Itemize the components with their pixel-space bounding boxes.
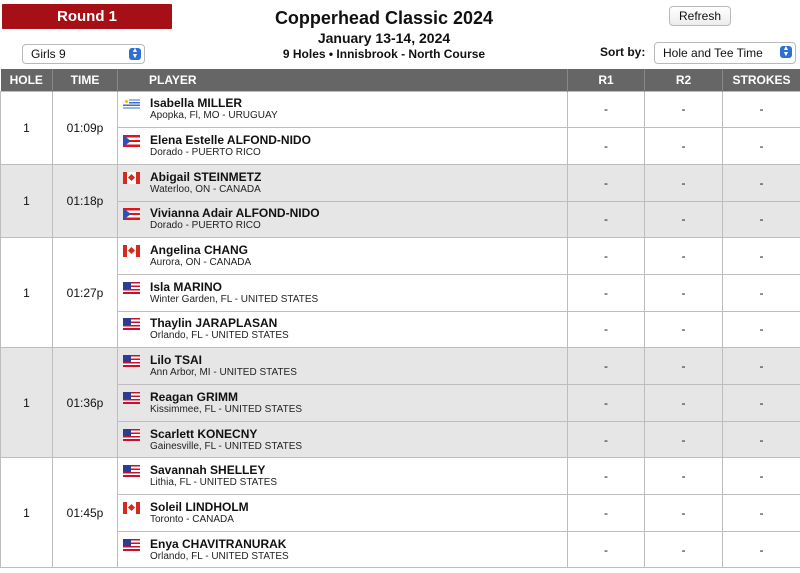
- tee-time-cell: 01:18p: [53, 164, 118, 237]
- flag-pr-icon: [123, 208, 140, 220]
- table-row[interactable]: [1, 164, 800, 201]
- r1-score: -: [568, 421, 645, 458]
- player-location: Aurora, ON - CANADA: [150, 257, 252, 269]
- tee-time-cell: 01:36p: [53, 348, 118, 458]
- table-row[interactable]: [1, 531, 800, 568]
- strokes-score: -: [723, 91, 800, 128]
- r2-score: -: [645, 495, 723, 532]
- column-header-r1[interactable]: R1: [568, 69, 645, 91]
- leaderboard-table: [0, 69, 800, 568]
- hole-cell: 1: [1, 458, 53, 568]
- table-row[interactable]: [1, 201, 800, 238]
- player-name[interactable]: Savannah SHELLEY: [150, 463, 266, 478]
- r1-score: -: [568, 311, 645, 348]
- flag-ca-icon: [123, 245, 140, 257]
- player-name[interactable]: Soleil LINDHOLM: [150, 499, 249, 514]
- player-location: Lithia, FL - UNITED STATES: [150, 477, 278, 489]
- strokes-score: -: [723, 385, 800, 422]
- table-row[interactable]: [1, 311, 800, 348]
- flag-us-icon: [123, 539, 140, 551]
- select-arrows-icon: ▲ ▼: [129, 48, 141, 60]
- hole-cell: 1: [1, 238, 53, 348]
- player-name[interactable]: Vivianna Adair ALFOND-NIDO: [150, 206, 320, 221]
- hole-cell: 1: [1, 164, 53, 237]
- player-cell[interactable]: [118, 385, 568, 422]
- hole-cell: 1: [1, 348, 53, 458]
- player-location: Winter Garden, FL - UNITED STATES: [150, 293, 319, 305]
- refresh-button[interactable]: Refresh: [669, 6, 731, 26]
- player-name[interactable]: Abigail STEINMETZ: [150, 169, 262, 184]
- player-location: Kissimmee, FL - UNITED STATES: [150, 403, 303, 415]
- tee-group: [1, 91, 800, 164]
- player-cell[interactable]: [118, 458, 568, 495]
- flag-us-icon: [123, 318, 140, 330]
- tee-group: [1, 164, 800, 237]
- r2-score: -: [645, 91, 723, 128]
- strokes-score: -: [723, 458, 800, 495]
- r2-score: -: [645, 348, 723, 385]
- table-row[interactable]: [1, 495, 800, 532]
- flag-ca-icon: [123, 502, 140, 514]
- tee-group: [1, 458, 800, 568]
- table-header-row: [1, 69, 800, 91]
- r1-score: -: [568, 238, 645, 275]
- select-arrows-icon: ▲ ▼: [780, 46, 792, 58]
- table-row[interactable]: [1, 421, 800, 458]
- tee-time-cell: 01:45p: [53, 458, 118, 568]
- table-row[interactable]: [1, 238, 800, 275]
- player-name[interactable]: Enya CHAVITRANURAK: [150, 536, 287, 551]
- player-name[interactable]: Lilo TSAI: [150, 353, 202, 368]
- flag-us-icon: [123, 429, 140, 441]
- flag-ca-icon: [123, 172, 140, 184]
- r1-score: -: [568, 91, 645, 128]
- player-location: Ann Arbor, MI - UNITED STATES: [150, 367, 297, 379]
- page-title: Copperhead Classic 2024: [274, 8, 494, 28]
- player-cell[interactable]: [118, 164, 568, 201]
- r2-score: -: [645, 238, 723, 275]
- sort-select[interactable]: [654, 42, 796, 64]
- flag-us-icon: [123, 355, 140, 367]
- r1-score: -: [568, 274, 645, 311]
- player-cell[interactable]: [118, 311, 568, 348]
- column-header-strokes[interactable]: STROKES: [723, 69, 800, 91]
- player-location: Orlando, FL - UNITED STATES: [150, 550, 289, 562]
- player-cell[interactable]: [118, 238, 568, 275]
- player-name[interactable]: Scarlett KONECNY: [150, 426, 258, 441]
- event-dates: January 13-14, 2024: [317, 30, 451, 46]
- table-row[interactable]: [1, 91, 800, 128]
- strokes-score: -: [723, 274, 800, 311]
- strokes-score: -: [723, 201, 800, 238]
- strokes-score: -: [723, 164, 800, 201]
- column-header-hole[interactable]: HOLE: [1, 69, 53, 91]
- sort-label: Sort by:: [600, 45, 646, 59]
- strokes-score: -: [723, 311, 800, 348]
- r1-score: -: [568, 348, 645, 385]
- strokes-score: -: [723, 531, 800, 568]
- table-row[interactable]: [1, 458, 800, 495]
- column-header-time[interactable]: TIME: [53, 69, 118, 91]
- flag-us-icon: [123, 465, 140, 477]
- flag-uy-icon: [123, 98, 140, 110]
- player-name[interactable]: Isabella MILLER: [150, 96, 243, 111]
- player-cell[interactable]: [118, 201, 568, 238]
- player-location: Dorado - PUERTO RICO: [150, 147, 261, 159]
- r1-score: -: [568, 164, 645, 201]
- r2-score: -: [645, 458, 723, 495]
- flag-us-icon: [123, 282, 140, 294]
- hole-cell: 1: [1, 91, 53, 164]
- flag-us-icon: [123, 392, 140, 404]
- table-row[interactable]: [1, 385, 800, 422]
- r2-score: -: [645, 274, 723, 311]
- player-location: Toronto - CANADA: [150, 513, 234, 525]
- course-info: 9 Holes • Innisbrook - North Course: [282, 47, 486, 61]
- player-location: Apopka, Fl, MO - URUGUAY: [150, 110, 278, 122]
- r1-score: -: [568, 495, 645, 532]
- player-cell[interactable]: [118, 531, 568, 568]
- division-select[interactable]: [22, 44, 145, 64]
- r2-score: -: [645, 385, 723, 422]
- player-cell[interactable]: [118, 274, 568, 311]
- player-location: Orlando, FL - UNITED STATES: [150, 330, 289, 342]
- player-name[interactable]: Isla MARINO: [150, 279, 223, 294]
- flag-pr-icon: [123, 135, 140, 147]
- player-cell[interactable]: [118, 91, 568, 128]
- player-location: Gainesville, FL - UNITED STATES: [150, 440, 303, 452]
- strokes-score: -: [723, 238, 800, 275]
- r1-score: -: [568, 385, 645, 422]
- column-header-r2[interactable]: R2: [645, 69, 723, 91]
- r1-score: -: [568, 201, 645, 238]
- column-header-player[interactable]: PLAYER: [118, 69, 568, 91]
- page-header: [0, 0, 800, 70]
- r1-score: -: [568, 458, 645, 495]
- tee-time-cell: 01:09p: [53, 91, 118, 164]
- sort-select-value: Hole and Tee Time: [663, 46, 763, 60]
- strokes-score: -: [723, 495, 800, 532]
- table-row[interactable]: [1, 128, 800, 165]
- r2-score: -: [645, 164, 723, 201]
- division-select-value: Girls 9: [31, 47, 66, 61]
- strokes-score: -: [723, 421, 800, 458]
- tee-group: [1, 238, 800, 348]
- round-tab[interactable]: Round 1: [2, 4, 172, 29]
- player-cell[interactable]: [118, 495, 568, 532]
- player-cell[interactable]: [118, 421, 568, 458]
- strokes-score: -: [723, 348, 800, 385]
- r2-score: -: [645, 531, 723, 568]
- r2-score: -: [645, 128, 723, 165]
- player-location: Waterloo, ON - CANADA: [150, 183, 261, 195]
- r2-score: -: [645, 421, 723, 458]
- player-name[interactable]: Angelina CHANG: [150, 243, 249, 258]
- r1-score: -: [568, 128, 645, 165]
- tee-group: [1, 348, 800, 458]
- tee-time-cell: 01:27p: [53, 238, 118, 348]
- table-row[interactable]: [1, 274, 800, 311]
- player-name[interactable]: Thaylin JARAPLASAN: [150, 316, 278, 331]
- player-cell[interactable]: [118, 348, 568, 385]
- r1-score: -: [568, 531, 645, 568]
- table-row[interactable]: [1, 348, 800, 385]
- player-location: Dorado - PUERTO RICO: [150, 220, 261, 232]
- player-name[interactable]: Reagan GRIMM: [150, 389, 239, 404]
- strokes-score: -: [723, 128, 800, 165]
- player-name[interactable]: Elena Estelle ALFOND-NIDO: [150, 133, 311, 148]
- r2-score: -: [645, 201, 723, 238]
- player-cell[interactable]: [118, 128, 568, 165]
- r2-score: -: [645, 311, 723, 348]
